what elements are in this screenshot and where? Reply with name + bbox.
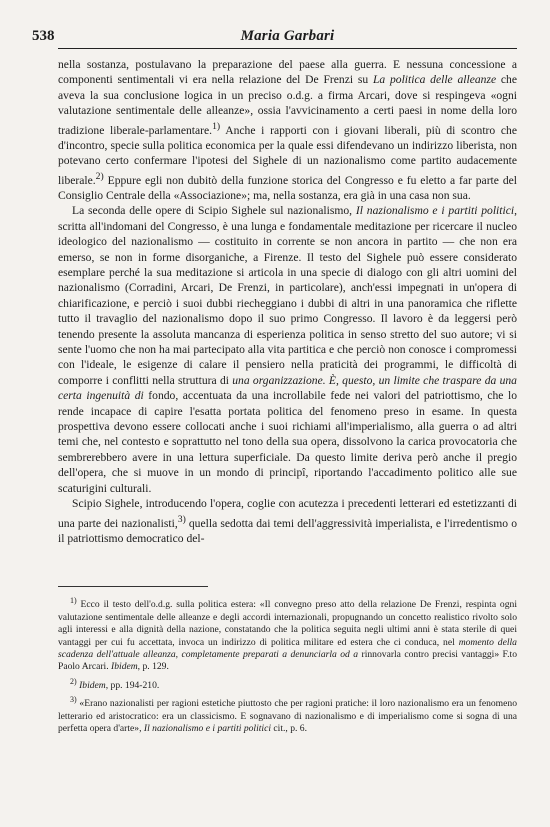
footnote-marker: 1)	[70, 596, 77, 606]
footnote-divider	[58, 586, 208, 587]
footnote-marker: 3)	[70, 695, 77, 705]
footnote-ref: 2)	[95, 170, 104, 182]
footnote: $^{2)}$ Ibidem, pp. 194-210.	[70, 676, 160, 691]
page-number: 538	[32, 28, 55, 44]
paragraph: La seconda delle opere di Scipio Sighele sul nazionalismo, Il nazionalismo e i partiti politici, scritta all'indomani del Congresso, è una lunga e fondamentale meditazione per ricercare il nucleo ideologico del nazionalismo — costituito in corrente se non ancora in partito — che non era emerso, se non in forme disorganiche, a Firenze. Il testo del Sighele può essere considerato esemplare perché la sua meditazione si articola in una specie di dialogo con gli altri uomini del nazionalismo (Corradini, Arcari, De Frenzi, in particolare), anch'essi impegnati in un'opera di chiarificazione, e perciò i suoi dubbi riecheggiano i dubbi di altri in una panoramica che riflette tutto il travaglio del nazionalismo dopo il suo primo Congresso. Il lavoro è da leggersi però tenendo presente la assoluta mancanza di esperienza politica in senso stretto del suo autore; vi si sente l'uomo che non ha mai partecipato alla vita partitica e che perciò non conosce i compromessi con l'ideale, le esigenze di calare il pensiero nella praticità dei programmi, le difficoltà di comporre i conflitti nella struttura di una organizzazione. È, questo, un limite che traspare da una certa ingenuità di fondo, accentuata da una incrollabile fede nei valori del patriottismo, che lo rende incapace di capire l'esatta portata politica del fenomeno preso in esame. In questa prospettiva devono essere collocati anche i suoi richiami all'imperialismo, alla guerra o ad altri temi che, nel contesto e soprattutto nel tono della sua opera, dissolvono la carica provocatoria che sembrerebbero avere in una lettura superficiale. Da questo limite deriva però anche il pregio dell'opera, che si muove in un mondo di principî, riportando l'accadimento politico alle sue scaturigini culturali.	[58, 204, 517, 495]
main-text	[58, 57, 517, 546]
running-head: Maria Garbari	[240, 28, 335, 44]
paragraph: Scipio Sighele, introducendo l'opera, coglie con acutezza i precedenti letterari ed estetizzanti di una parte dei nazionalisti,$^{3)}$ quella sedotta dai temi dell'aggressività imperialista, e l'irredentismo o il patriottismo democratico del-	[58, 497, 517, 545]
footnote: $^{1)}$ Ecco il testo dell'o.d.g. sulla politica estera: «Il convegno preso atto della relazione De Frenzi, respinta ogni valutazione sentimentale delle alleanze e degli accordi internazionali, propugnando un concetto realistico rivolto solo agli interessi e alla dignità della nazione, constatando che la politica seguita negli ultimi anni è stata sterile di quei vantaggi per cui fu accettata, invoca un indirizzo di politica militare ed estera che ci conduca, nel momento della scadenza dell'attuale alleanza, completamente preparati a denunciarla od a rinnovarla contro precisi vantaggi» F.to Paolo Arcari. Ibidem, p. 129.	[58, 596, 517, 673]
footnotes	[58, 595, 517, 736]
footnote-marker: 2)	[70, 676, 77, 686]
paragraph: nella sostanza, postulavano la preparazione del paese alla guerra. E nessuna concessione a componenti sentimentali vi era nella relazione del De Frenzi su La politica delle alleanze che aveva la sua conclusione logica in un preciso o.d.g. a firma Arcari, dove si respingeva «ogni valutazione sentimentale delle alleanze», ossia l'avvicinamento a certi paesi in nome della loro tradizione liberale-parlamentare.$^{1)}$ Anche i rapporti con i giovani liberali, più di scontro che d'incontro, specie sulla politica economica per la quale essi difendevano un indirizzo liberista, non potevano certo confermare l'ipotesi del Sighele di un nazionalismo come partito audacemente liberale.$^{2)}$ Eppure egli non dubitò della funzione storica del Congresso e fu eletto a far parte del Consiglio Centrale della «Associazione»; ma, nella sostanza, era già in una casa non sua.	[58, 58, 517, 202]
page-header	[32, 28, 517, 49]
footnote-ref: 3)	[177, 513, 186, 525]
footnote-ref: 1)	[212, 120, 221, 132]
footnote: $^{3)}$ «Erano nazionalisti per ragioni estetiche piuttosto che per ragioni pratiche: il loro nazionalismo era un fenomeno letterario ed aristocratico: era un classicismo. E sognavano di nazionalismo e di imperialismo come si sogna di una perfetta opera d'arte», Il nazionalismo e i partiti politici cit., p. 6.	[58, 695, 517, 735]
